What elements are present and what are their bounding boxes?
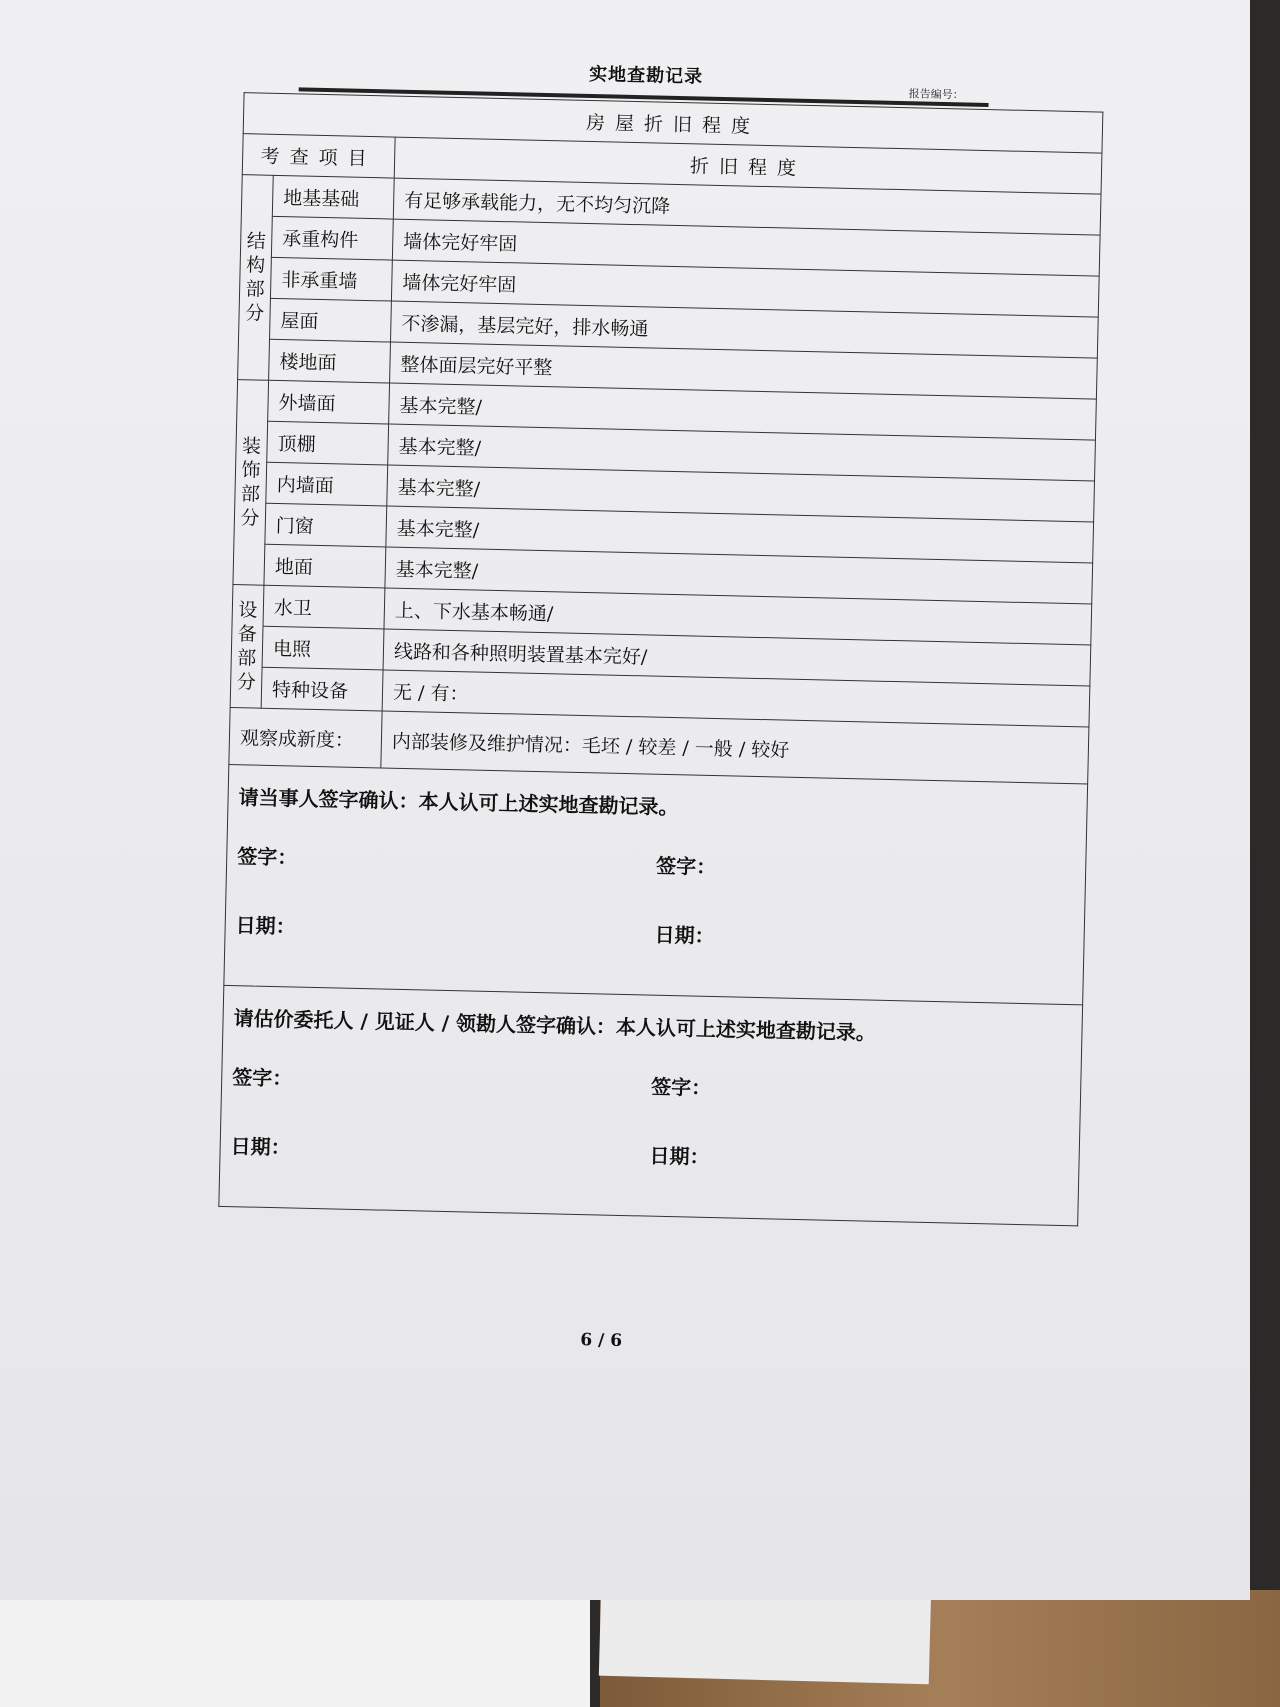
inspection-table — [218, 92, 1103, 1226]
group-label-structure: 结构部分 — [238, 175, 274, 381]
row-value: 基本完整/ — [387, 465, 1095, 522]
signature-label: 签字： — [655, 853, 717, 879]
group-label-decoration: 装饰部分 — [233, 380, 269, 586]
document-title: 实地查勘记录 — [588, 63, 704, 88]
group-label-equipment: 设备部分 — [230, 585, 264, 709]
observe-field: 观察成新度： — [229, 707, 382, 767]
signature-instruction: 请估价委托人 / 见证人 / 领勘人签字确认：本人认可上述实地查勘记录。 — [233, 1005, 877, 1045]
row-item: 门窗 — [265, 503, 387, 547]
row-item: 地基基础 — [272, 175, 394, 219]
row-value: 基本完整/ — [389, 383, 1097, 440]
row-value: 墙体完好牢固 — [391, 260, 1099, 317]
column-header-degree: 折旧程度 — [394, 137, 1102, 194]
row-value: 不渗漏，基层完好，排水畅通 — [390, 301, 1098, 358]
row-value: 墙体完好牢固 — [392, 219, 1100, 276]
date-label: 日期： — [649, 1143, 710, 1169]
row-value: 基本完整/ — [388, 424, 1096, 481]
row-item: 电照 — [262, 626, 384, 670]
report-number-label: 报告编号： — [908, 87, 964, 102]
date-label: 日期： — [235, 912, 296, 939]
signature-label: 签字： — [237, 843, 298, 870]
row-item: 非承重墙 — [270, 257, 392, 301]
row-value: 线路和各种照明装置基本完好/ — [383, 629, 1091, 686]
signature-block-witness — [219, 985, 1083, 1225]
row-item: 外墙面 — [268, 380, 390, 424]
signature-label: 签字： — [232, 1064, 293, 1090]
row-value: 有足够承载能力，无不均匀沉降 — [393, 178, 1101, 235]
maintenance-field: 内部装修及维护情况：毛坯 / 较差 / 一般 / 较好 — [381, 711, 1089, 784]
date-label: 日期： — [230, 1133, 291, 1159]
date-label: 日期： — [654, 922, 715, 948]
column-header-item: 考查项目 — [242, 134, 395, 178]
background-paper — [0, 1590, 590, 1707]
row-item: 屋面 — [270, 298, 392, 342]
row-item: 顶棚 — [267, 421, 389, 465]
row-value: 基本完整/ — [386, 506, 1094, 563]
row-item: 内墙面 — [266, 462, 388, 506]
table-heading: 房屋折旧程度 — [243, 93, 1103, 153]
row-item: 特种设备 — [261, 667, 383, 711]
row-value: 无 / 有： — [382, 670, 1090, 727]
row-value: 整体面层完好平整 — [390, 342, 1098, 399]
signature-block-party — [224, 764, 1088, 1004]
signature-instruction: 请当事人签字确认：本人认可上述实地查勘记录。 — [238, 784, 679, 819]
row-value: 基本完整/ — [385, 547, 1093, 604]
row-item: 楼地面 — [269, 339, 391, 383]
row-item: 承重构件 — [271, 216, 393, 260]
signature-label: 签字： — [650, 1074, 712, 1100]
page-number: 6 / 6 — [580, 1330, 623, 1352]
row-item: 水卫 — [263, 585, 385, 629]
row-item: 地面 — [264, 544, 386, 588]
row-value: 上、下水基本畅通/ — [384, 588, 1092, 645]
